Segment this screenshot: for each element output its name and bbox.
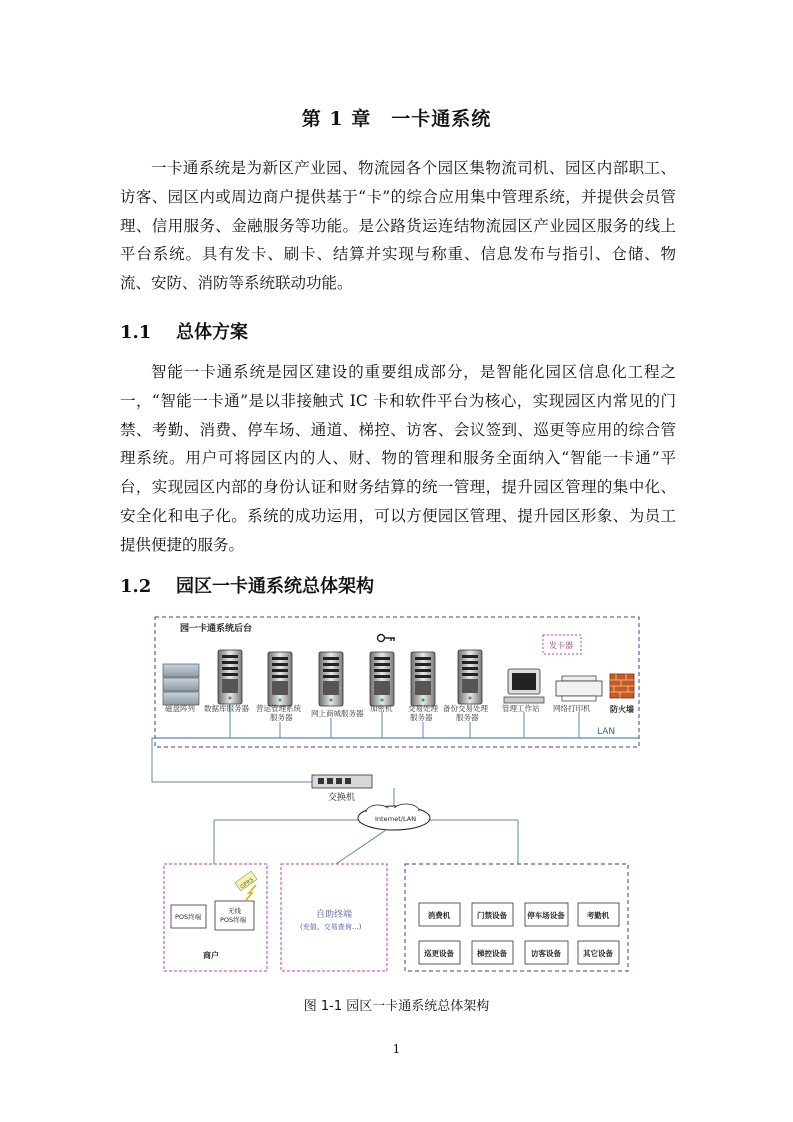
- transaction-server-icon: [411, 652, 435, 706]
- server-label: 服务器: [270, 713, 293, 722]
- device-label: 巡更设备: [424, 949, 454, 958]
- device-label: 其它设备: [583, 949, 613, 958]
- wireless-pos-label: POS终端: [220, 916, 247, 924]
- self-service-title: 自助终端: [316, 910, 353, 920]
- figure-caption: 图 1-1 园区一卡通系统总体架构: [303, 999, 490, 1014]
- workstation-icon: [504, 669, 544, 703]
- overview-paragraph: 智能一卡通系统是园区建设的重要组成部分，是智能化园区信息化工程之一，“智能一卡通”是以非接触式 IC 卡和软件平台为核心，实现园区内常见的门禁、考勤、消费、停车场、通道、梯控、访客、会议签到、巡更等应用的综合管理系统。用户可将园区内的人、财、物的管理和服务全面纳入“智能一卡通”平台，实现园区内部的身份认证和财务结算的统一管理，提升园区管理的集中化、安全化和电子化。系统的成功运用，可以方便园区管理、提升园区形象、为员工提供便捷的服务。: [120, 363, 676, 554]
- server-label: 网络打印机: [553, 704, 591, 713]
- device-label: 访客设备: [531, 949, 561, 958]
- server-label: 备份交易处理: [443, 704, 488, 713]
- backend-title: 园一卡通系统后台: [180, 624, 253, 634]
- server-label: 加密机: [370, 704, 393, 713]
- lan-label: LAN: [597, 727, 616, 737]
- merchant-title: 商户: [203, 951, 219, 960]
- key-icon: [378, 635, 396, 642]
- page-number: 1: [392, 1042, 401, 1056]
- server-label: 交易处理: [408, 704, 438, 713]
- chapter-title: 第 1 章 一卡通系统: [301, 108, 492, 130]
- switch-icon: [312, 775, 372, 788]
- section-title: 总体方案: [176, 322, 248, 343]
- printer-icon: [556, 676, 602, 701]
- server-label: 服务器: [456, 713, 479, 722]
- server-label: 磁盘阵列: [165, 704, 195, 713]
- firewall-icon: [610, 674, 634, 698]
- device-label: 消费机: [427, 911, 451, 920]
- wireless-pos-label: 无线: [228, 907, 241, 915]
- backup-transaction-server-icon: [458, 650, 482, 704]
- server-label: 服务器: [410, 713, 433, 722]
- device-grid: [419, 903, 619, 964]
- device-label: 门禁设备: [477, 911, 507, 920]
- pos-terminal-label: POS终端: [175, 913, 202, 921]
- device-label: 停车场设备: [527, 911, 565, 920]
- server-label: 网上商城服务器: [311, 709, 364, 718]
- server-label: 防火墙: [610, 705, 634, 714]
- gprs-label: GPRS: [239, 877, 256, 891]
- server-label: 营运管理系统: [256, 704, 301, 713]
- database-server-icon: [218, 650, 242, 704]
- disk-array-icon: [163, 664, 199, 705]
- web-mall-server-icon: [319, 652, 343, 706]
- device-label: 梯控设备: [477, 949, 507, 958]
- card-issuer-label: 发卡器: [549, 641, 573, 650]
- device-label: 考勤机: [586, 911, 610, 920]
- section-number: 1.1: [120, 322, 152, 343]
- operations-server-icon: [268, 652, 292, 706]
- cloud-label: Internet/LAN: [375, 815, 417, 823]
- intro-paragraph: 一卡通系统是为新区产业园、物流园各个园区集物流司机、园区内部职工、访客、园区内或周边商户提供基于“卡”的综合应用集中管理系统，并提供会员管理、信用服务、金融服务等功能。是公路货运连结物流园区产业园区服务的线上平台系统。具有发卡、刷卡、结算并实现与称重、信息发布与指引、仓储、物流、安防、消防等系统联动功能。: [120, 159, 676, 293]
- server-label: 管理工作站: [502, 704, 540, 713]
- server-label: 数据库服务器: [204, 704, 249, 713]
- section-title: 园区一卡通系统总体架构: [176, 576, 374, 597]
- section-number: 1.2: [120, 576, 152, 597]
- switch-label: 交换机: [328, 793, 356, 803]
- self-service-subtitle: (充值、交易查询…): [300, 923, 362, 931]
- encryption-machine-icon: [370, 652, 394, 706]
